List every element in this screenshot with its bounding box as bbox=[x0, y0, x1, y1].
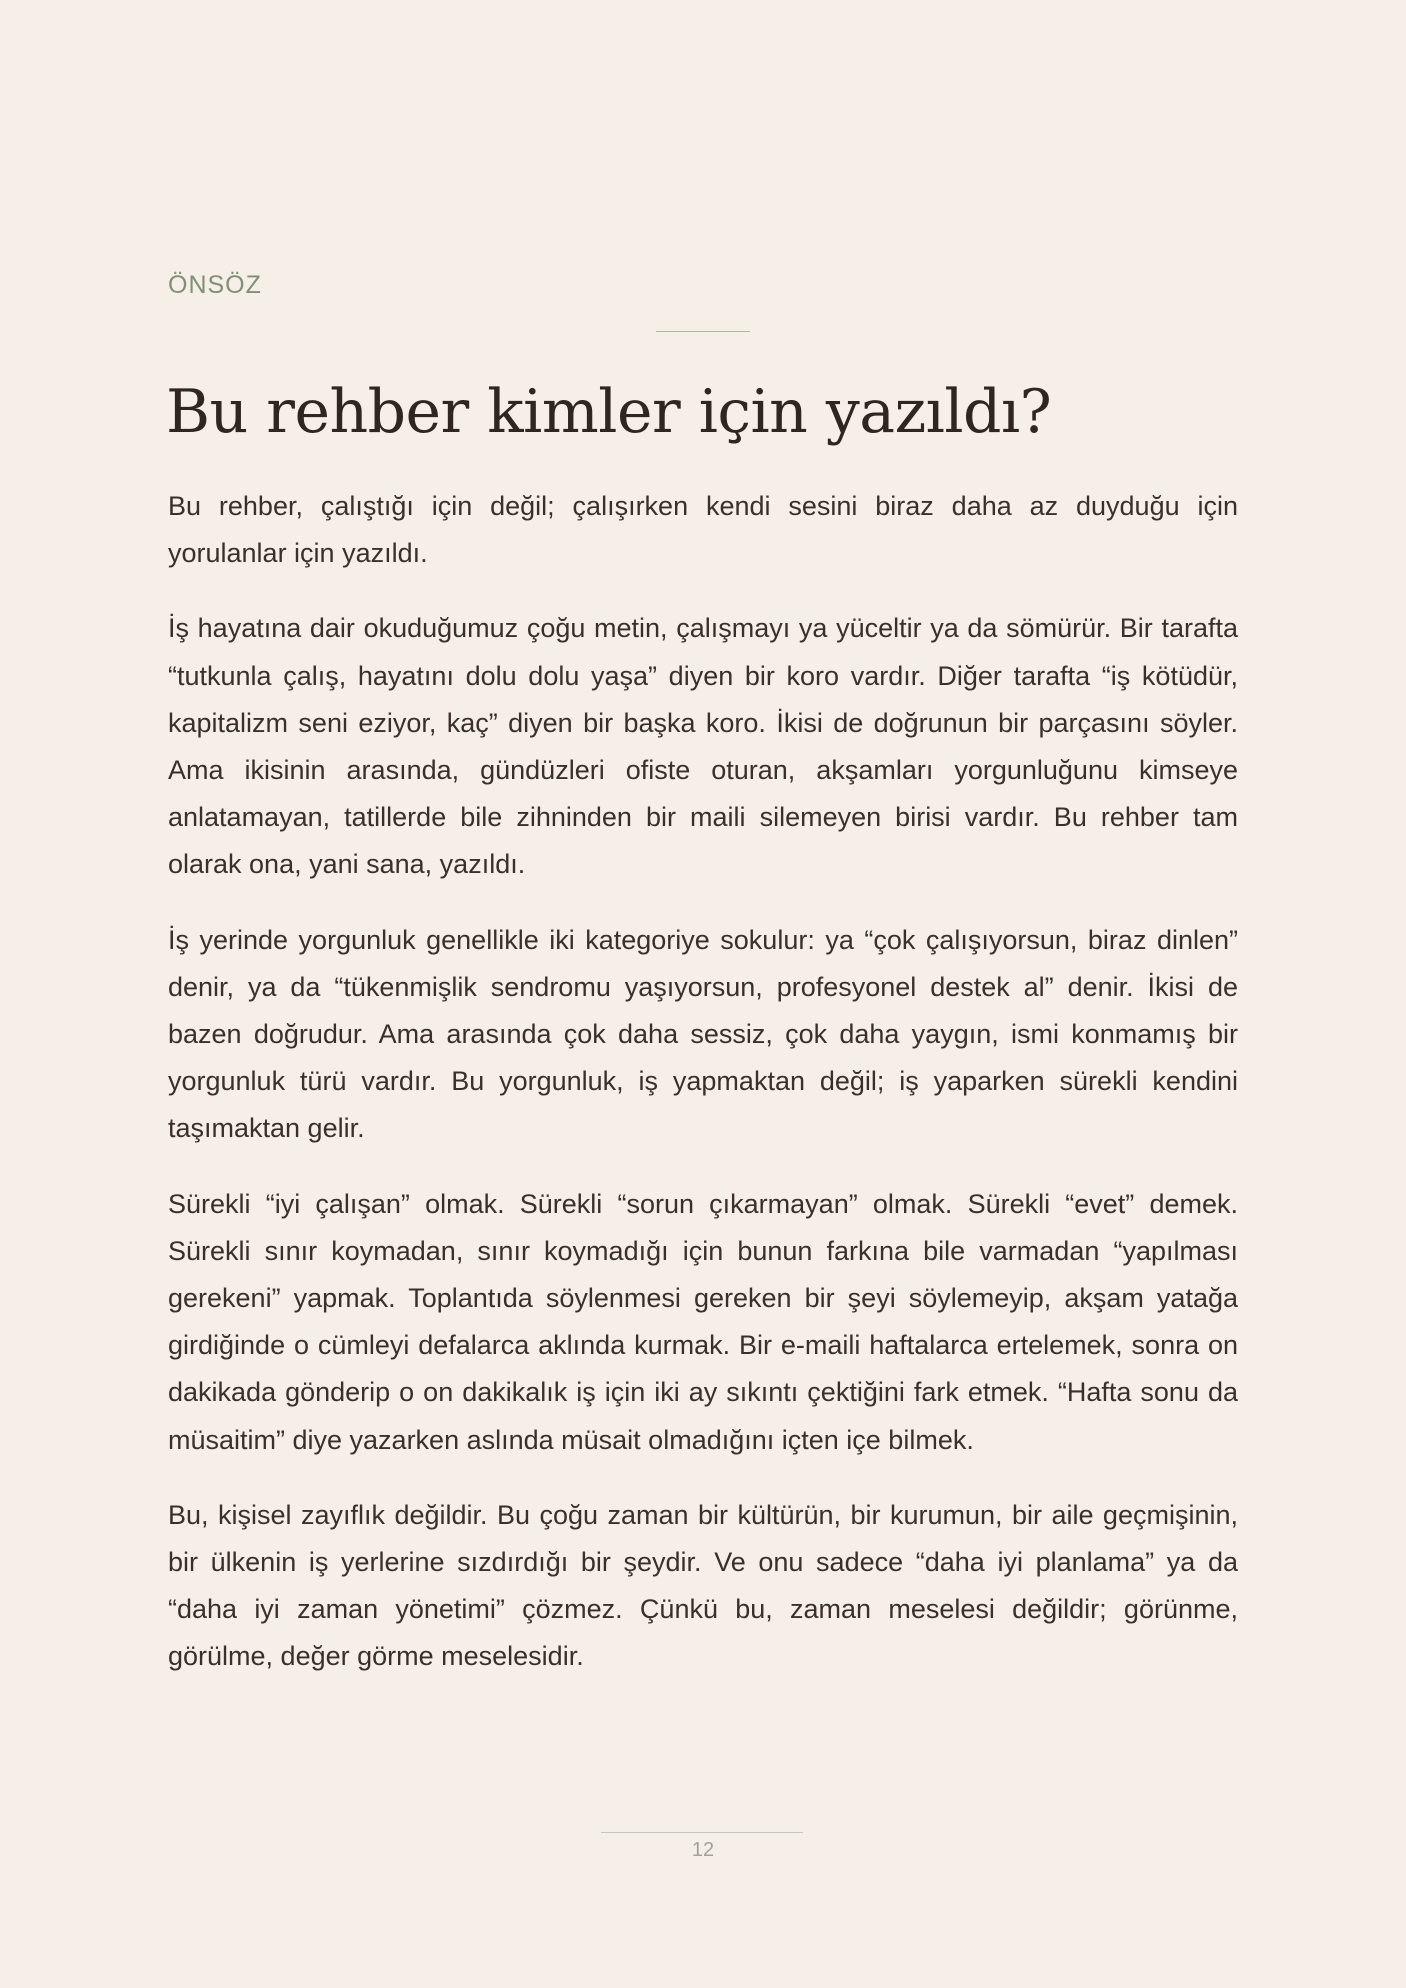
page-title: Bu rehber kimler için yazıldı? bbox=[166, 377, 1052, 447]
body-text bbox=[168, 483, 1238, 1709]
paragraph: Bu, kişisel zayıflık değildir. Bu çoğu zaman bir kültürün, bir kurumun, bir aile geçmişinin, bir ülkenin iş yerlerine sızdırdığı bir şeydir. Ve onu sadece “daha iyi planlama” ya da “daha iyi zaman yönetimi” çözmez. Çünkü bu, zaman meselesi değildir; görünme, görülme, değer görme meselesidir. bbox=[168, 1499, 1238, 1672]
paragraph: İş yerinde yorgunluk genellikle iki kategoriye sokulur: ya “çok çalışıyorsun, biraz dinlen” denir, ya da “tükenmişlik sendromu yaşıyorsun, profesyonel destek al” denir. İkisi de bazen doğrudur. Ama arasında çok daha sessiz, çok daha yaygın, ismi konmamış bir yorgunluk türü vardır. Bu yorgunluk, iş yapmaktan değil; iş yaparken sürekli kendini taşımaktan gelir. bbox=[168, 924, 1238, 1144]
paragraph: İş hayatına dair okuduğumuz çoğu metin, çalışmayı ya yüceltir ya da sömürür. Bir tarafta “tutkunla çalış, hayatını dolu dolu yaşa” diyen bir koro vardır. Diğer tarafta “iş kötüdür, kapitalizm seni eziyor, kaç” diyen bir başka koro. İkisi de doğrunun bir parçasını söyler. Ama ikisinin arasında, gündüzleri ofiste oturan, akşamları yorgunluğunu kimseye anlatamayan, tatillerde bile zihninden bir maili silemeyen birisi vardır. Bu rehber tam olarak ona, yani sana, yazıldı. bbox=[168, 613, 1238, 880]
footer-divider bbox=[601, 1832, 803, 1833]
section-label: ÖNSÖZ bbox=[168, 271, 262, 299]
page-number: 12 bbox=[691, 1839, 715, 1861]
top-divider bbox=[656, 331, 750, 332]
paragraph: Sürekli “iyi çalışan” olmak. Sürekli “sorun çıkarmayan” olmak. Sürekli “evet” demek. Sürekli sınır koymadan, sınır koymadığı için bunun farkına bile varmadan “yapılması gerekeni” yapmak. Toplantıda söylenmesi gereken bir şeyi söylemeyip, akşam yatağa girdiğinde o cümleyi defalarca aklında kurmak. Bir e-maili haftalarca ertelemek, sonra on dakikada gönderip o on dakikalık iş için iki ay sıkıntı çektiğini fark etmek. “Hafta sonu da müsaitim” diye yazarken aslında müsait olmadığını içten içe bilmek. bbox=[168, 1188, 1238, 1455]
paragraph: Bu rehber, çalıştığı için değil; çalışırken kendi sesini biraz daha az duyduğu için yorulanlar için yazıldı. bbox=[168, 491, 1238, 569]
